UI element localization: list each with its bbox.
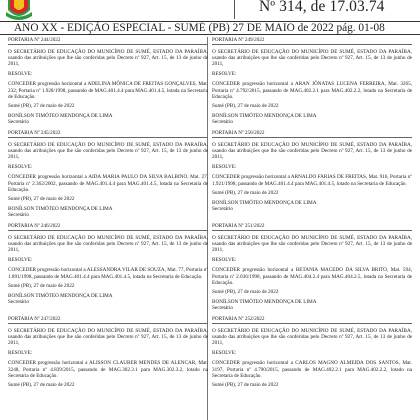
portaria-preamble: O SECRETÁRIO DE EDUCAÇÃO DO MUNICÍPIO DE SUMÉ, ESTADO DA PARAÍBA, usando das atribuições que lhe são conferidas pelo Decreto nº 927, Art. 15, de 13 de junho de 2011, [212,235,412,254]
law-reference-box [234,0,420,19]
portaria-resolve: RESOLVE: [8,257,33,264]
portaria-role: Secretário [212,206,234,213]
portaria-title: PORTARIA Nº 252/2022 [212,316,412,324]
portaria-preamble: O SECRETÁRIO DE EDUCAÇÃO DO MUNICÍPIO DE SUMÉ, ESTADO DA PARAÍBA, usando das atribuições que lhe são conferidas pelo Decreto nº 927, Art. 15, de 13 de junho de 2011, [212,49,412,68]
portaria-signatory: BONÍLSON TIMÓTEO MENDONÇA DE LIMA [212,199,317,206]
portaria-decision: CONCEDER progressão horizontal a ADELINA MÔNICA DE FREITAS GONÇALVES, Mat. 232, Portaria nº 1.928/1998, passando de MAG.401.4.4 para MAG.401.4.5, lotada na Secretaria de Educação. [8,81,208,100]
portaria-place-date: Sumé (PB), 27 de maio de 2022 [212,382,279,389]
portaria-block [212,37,412,130]
portaria-title: PORTARIA Nº 249/2022 [212,37,412,45]
portaria-place-date: Sumé (PB), 27 de maio de 2022 [8,283,75,290]
portaria-role: Secretário [212,119,234,126]
portaria-place-date: Sumé (PB), 27 de maio de 2022 [8,103,75,110]
portaria-role: Secretário [212,305,234,312]
portaria-decision: CONCEDER progressão horizontal a ALISSON CLAUBER MENDES DE ALENCAR, Mat. 3248, Portaria nº 4.839/2015, passando de MAG.302.3.1 para MAG.302.3.2, lotado na Secretaria de Educação. [8,360,208,379]
portaria-signatory: BONÍLSON TIMÓTEO MENDONÇA DE LIMA [8,113,113,120]
portaria-preamble: O SECRETÁRIO DE EDUCAÇÃO DO MUNICÍPIO DE SUMÉ, ESTADO DA PARAÍBA, usando das atribuições que lhe são conferidas pelo Decreto nº 927, Art. 15, de 13 de junho de 2011, [8,235,208,254]
portaria-role: Secretário [8,299,30,306]
portaria-title: PORTARIA Nº 246/2022 [8,223,208,231]
municipal-coat-of-arms-icon [6,0,32,20]
portaria-decision: CONCEDER progressão horizontal a ALESSANDRA VILAR DE SOUZA, Mat. 77, Portaria nº 1.891/1998, passando de MAG.401.4.4 para MAG.401.4.5, lotada na Secretaria de Educação. [8,267,208,280]
portaria-place-date: Sumé (PB), 27 de maio de 2022 [212,103,279,110]
portaria-preamble: O SECRETÁRIO DE EDUCAÇÃO DO MUNICÍPIO DE SUMÉ, ESTADO DA PARAÍBA, usando das atribuições que lhe são conferidas pelo Decreto nº 927, Art. 15, de 13 de junho de 2011, [8,328,208,347]
portaria-preamble: O SECRETÁRIO DE EDUCAÇÃO DO MUNICÍPIO DE SUMÉ, ESTADO DA PARAÍBA, usando das atribuições que lhe são conferidas pelo Decreto nº 927, Art. 15, de 13 de junho de 2011, [212,142,412,161]
portaria-preamble: O SECRETÁRIO DE EDUCAÇÃO DO MUNICÍPIO DE SUMÉ, ESTADO DA PARAÍBA, usando das atribuições que lhe são conferidas pelo Decreto nº 927, Art. 15, de 13 de junho de 2011, [212,328,412,347]
portaria-decision: CONCEDER progressão horizontal a BETANIA MACEDO DA SILVA BRITO, Mat. 594, Portaria nº 2.036/1998, passando de MAG.404.2.4 para MAG.404.2.5, lotada na Secretaria de Educação. [212,267,412,286]
portaria-block [8,223,208,316]
portaria-title: PORTARIA Nº 247/2022 [8,316,208,324]
law-reference: Nº 314, de 17.03.74 [259,0,385,15]
portaria-block [212,316,412,409]
edition-line: ANO XX - EDIÇÃO ESPECIAL - SUMÉ (PB) 27 DE MAIO de 2022 pág. 01-08 [14,22,385,34]
portaria-block [212,223,412,316]
portaria-place-date: Sumé (PB), 27 de maio de 2022 [8,382,75,389]
portaria-resolve: RESOLVE: [212,164,237,171]
right-column [212,37,412,409]
portaria-title: PORTARIA Nº 251/2022 [212,223,412,231]
left-column [8,37,208,409]
portaria-place-date: Sumé (PB), 27 de maio de 2022 [8,196,75,203]
portaria-title: PORTARIA Nº 245/2022 [8,130,208,138]
masthead [0,0,420,20]
portaria-resolve: RESOLVE: [8,350,33,357]
portaria-decision: CONCEDER progressão horizontal a AIDA MARIA PAULO DA SILVA BALBINO, Mat. 27, Portaria nº 2.362/2002, passando de MAG.401.4.4 para MAG.401.4.5, lotada na Secretaria de Educação. [8,174,208,193]
portaria-preamble: O SECRETÁRIO DE EDUCAÇÃO DO MUNICÍPIO DE SUMÉ, ESTADO DA PARAÍBA, usando das atribuições que lhe são conferidas pelo Decreto nº 927, Art. 15, de 13 de junho de 2011, [8,49,208,68]
portaria-signatory: BONÍLSON TIMÓTEO MENDONÇA DE LIMA [212,113,317,120]
portaria-decision: CONCEDER progressão horizontal a ARNALDO FARIAS DE FREITAS, Mat. 916, Portaria nº 1.921/1998, passando de MAG.401.4.4 para MAG.401.4.5, lotado na Secretaria de Educação. [212,174,412,187]
portaria-role: Secretário [8,212,30,219]
portaria-resolve: RESOLVE: [212,71,237,78]
portaria-block [8,316,208,409]
portaria-resolve: RESOLVE: [212,350,237,357]
portaria-place-date: Sumé (PB), 27 de maio de 2022 [212,289,279,296]
portaria-preamble: O SECRETÁRIO DE EDUCAÇÃO DO MUNICÍPIO DE SUMÉ, ESTADO DA PARAÍBA, usando das atribuições que lhe são conferidas pelo Decreto nº 927, Art. 15, de 13 de junho de 2011, [8,142,208,161]
portaria-place-date: Sumé (PB), 27 de maio de 2022 [212,190,279,197]
portaria-block [8,37,208,130]
portaria-signatory: BONÍLSON TIMÓTEO MENDONÇA DE LIMA [212,299,317,306]
portaria-title: PORTARIA Nº 244/2022 [8,37,208,45]
portaria-block [212,130,412,223]
portaria-block [8,130,208,223]
portaria-decision: CONCEDER progressão horizontal a ARAN JÔNATAS LUCENA FERREIRA, Mat. 3265, Portaria nº 4.792/2015, passando de MAG.402.2.1 para MAG.402.2.2, lotado na Secretaria de Educação. [212,81,412,100]
portaria-resolve: RESOLVE: [8,164,33,171]
portaria-signatory: BONÍLSON TIMÓTEO MENDONÇA DE LIMA [8,292,113,299]
portaria-decision: CONCEDER progressão horizontal a CARLOS MAGNO ALMEIDA DOS SANTOS, Mat. 3197, Portaria nº 4.790/2015, passando de MAG.402.2.1 para MAG.402.2.2, lotado na Secretaria de Educação. [212,360,412,379]
portaria-resolve: RESOLVE: [212,257,237,264]
portaria-role: Secretário [8,119,30,126]
portaria-resolve: RESOLVE: [8,71,33,78]
portaria-signatory: BONÍLSON TIMÓTEO MENDONÇA DE LIMA [8,206,113,213]
portaria-title: PORTARIA Nº 250/2022 [212,130,412,138]
edition-bar [0,21,420,35]
